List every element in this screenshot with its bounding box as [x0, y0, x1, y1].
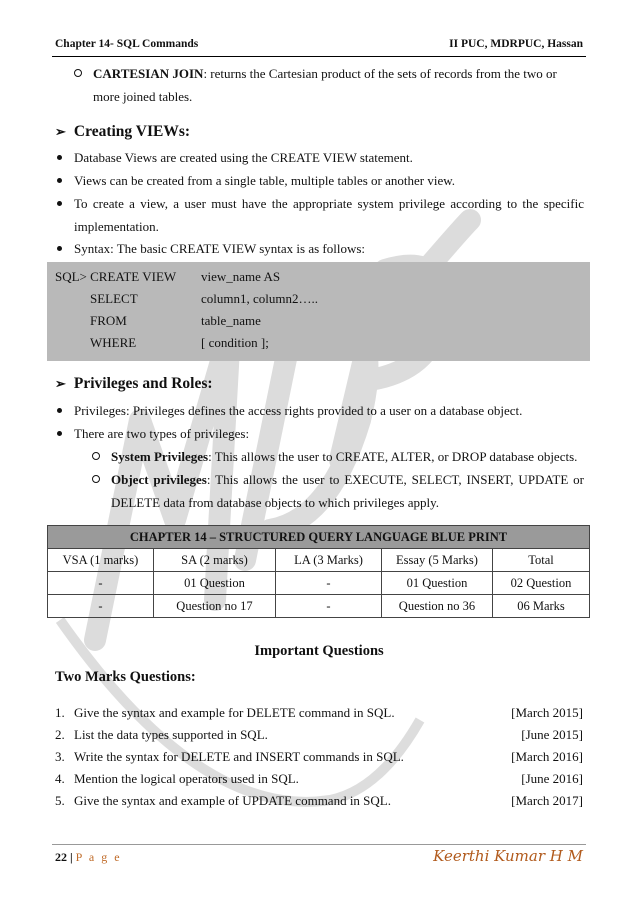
question-number: 4.	[55, 771, 65, 786]
circle-bullet-icon	[92, 475, 100, 483]
object-privileges-text: : This allows the user to EXECUTE, SELECT, INSERT, UPDATE or	[206, 472, 584, 487]
table-cell: -	[48, 595, 154, 618]
bullet-icon	[57, 431, 62, 436]
code-value: view_name AS	[201, 269, 281, 284]
footer-page-number	[55, 850, 122, 865]
table-row	[48, 572, 590, 595]
views-bullet-2: Views can be created from a single table, multiple tables or another view.	[74, 173, 456, 188]
section-heading-views	[55, 124, 638, 140]
question-date: [March 2017]	[511, 793, 583, 808]
views-bullet-1: Database Views are created using the CREATE VIEW statement.	[74, 150, 413, 165]
code-value: column1, column2…..	[201, 291, 318, 306]
bullet-icon	[57, 178, 62, 183]
table-header-cell: Essay (5 Marks)	[382, 549, 493, 572]
views-heading-text: Creating VIEWs:	[73, 123, 191, 140]
table-cell: 01 Question	[154, 572, 276, 595]
question-number: 5.	[55, 793, 65, 808]
code-keyword: WHERE	[90, 335, 137, 350]
bullet-icon	[57, 155, 62, 160]
code-keyword: SQL> CREATE VIEW	[55, 269, 177, 284]
footer-divider	[52, 844, 586, 845]
question-text: Mention the logical operators used in SQL.	[74, 771, 299, 786]
system-privileges-text: : This allows the user to CREATE, ALTER, or DROP database objects.	[208, 449, 578, 464]
table-cell: -	[276, 572, 382, 595]
bullet-icon	[57, 408, 62, 413]
question-date: [June 2015]	[521, 727, 583, 742]
table-cell: 06 Marks	[493, 595, 590, 618]
page-number: 22	[55, 850, 67, 864]
table-cell: Question no 17	[154, 595, 276, 618]
views-bullet-4: Syntax: The basic CREATE VIEW syntax is as follows:	[74, 241, 366, 256]
object-privileges-cont: DELETE data from database objects to which privileges apply.	[111, 495, 440, 510]
circle-bullet-icon	[74, 69, 82, 77]
cartesian-join-line1	[93, 66, 583, 82]
table-header-cell: LA (3 Marks)	[276, 549, 382, 572]
section-heading-privileges	[55, 376, 638, 392]
question-number: 1.	[55, 705, 65, 720]
cartesian-join-text: : returns the Cartesian product of the sets of records from the two or	[203, 66, 557, 81]
table-cell: -	[276, 595, 382, 618]
footer-author: Keerthi Kumar H M	[433, 847, 583, 865]
arrow-bullet-icon: ➢	[55, 124, 66, 139]
bullet-icon	[57, 201, 62, 206]
table-header-cell: Total	[493, 549, 590, 572]
table-cell: 01 Question	[382, 572, 493, 595]
question-text: List the data types supported in SQL.	[74, 727, 268, 742]
system-privileges-term: System Privileges	[111, 449, 209, 464]
code-keyword: FROM	[90, 313, 127, 328]
header-institution: II PUC, MDRPUC, Hassan	[449, 38, 583, 50]
header-chapter-title: Chapter 14- SQL Commands	[55, 38, 199, 50]
table-cell: 02 Question	[493, 572, 590, 595]
table-row	[48, 595, 590, 618]
code-keyword: SELECT	[90, 291, 138, 306]
question-number: 3.	[55, 749, 65, 764]
header-divider	[52, 56, 586, 57]
question-date: [March 2016]	[511, 749, 583, 764]
cartesian-join-line2: more joined tables.	[93, 89, 193, 104]
system-privileges-line	[111, 449, 638, 465]
bullet-icon	[57, 246, 62, 251]
blueprint-table	[47, 525, 590, 618]
page-word: P a g e	[75, 850, 122, 864]
question-text: Give the syntax and example for DELETE command in SQL.	[74, 705, 395, 720]
table-header-cell: VSA (1 marks)	[48, 549, 154, 572]
arrow-bullet-icon: ➢	[55, 376, 66, 391]
important-questions-title: Important Questions	[254, 643, 384, 659]
views-bullet-3-cont: implementation.	[74, 219, 159, 234]
table-cell: -	[48, 572, 154, 595]
table-title: CHAPTER 14 – STRUCTURED QUERY LANGUAGE BLUE PRINT	[48, 526, 590, 549]
object-privileges-term: Object privileges	[111, 472, 207, 487]
cartesian-join-term: CARTESIAN JOIN	[93, 66, 204, 81]
table-header-row	[48, 549, 590, 572]
question-date: [June 2016]	[521, 771, 583, 786]
two-marks-subtitle: Two Marks Questions:	[55, 669, 196, 685]
object-privileges-line	[111, 472, 584, 488]
code-value: table_name	[201, 313, 261, 328]
question-text: Give the syntax and example of UPDATE command in SQL.	[74, 793, 391, 808]
code-value: [ condition ];	[201, 335, 269, 350]
privileges-bullet-1: Privileges: Privileges defines the access rights provided to a user on a database object.	[74, 403, 523, 418]
circle-bullet-icon	[92, 452, 100, 460]
privileges-heading-text: Privileges and Roles:	[73, 375, 213, 392]
table-header-cell: SA (2 marks)	[154, 549, 276, 572]
page-separator: |	[67, 850, 76, 864]
question-date: [March 2015]	[511, 705, 583, 720]
code-block	[47, 262, 590, 361]
table-title-row	[48, 526, 590, 549]
question-number: 2.	[55, 727, 65, 742]
table-cell: Question no 36	[382, 595, 493, 618]
privileges-bullet-2: There are two types of privileges:	[74, 426, 250, 441]
question-text: Write the syntax for DELETE and INSERT commands in SQL.	[74, 749, 404, 764]
views-bullet-3: To create a view, a user must have the appropriate system privilege according to the specific	[74, 196, 584, 211]
